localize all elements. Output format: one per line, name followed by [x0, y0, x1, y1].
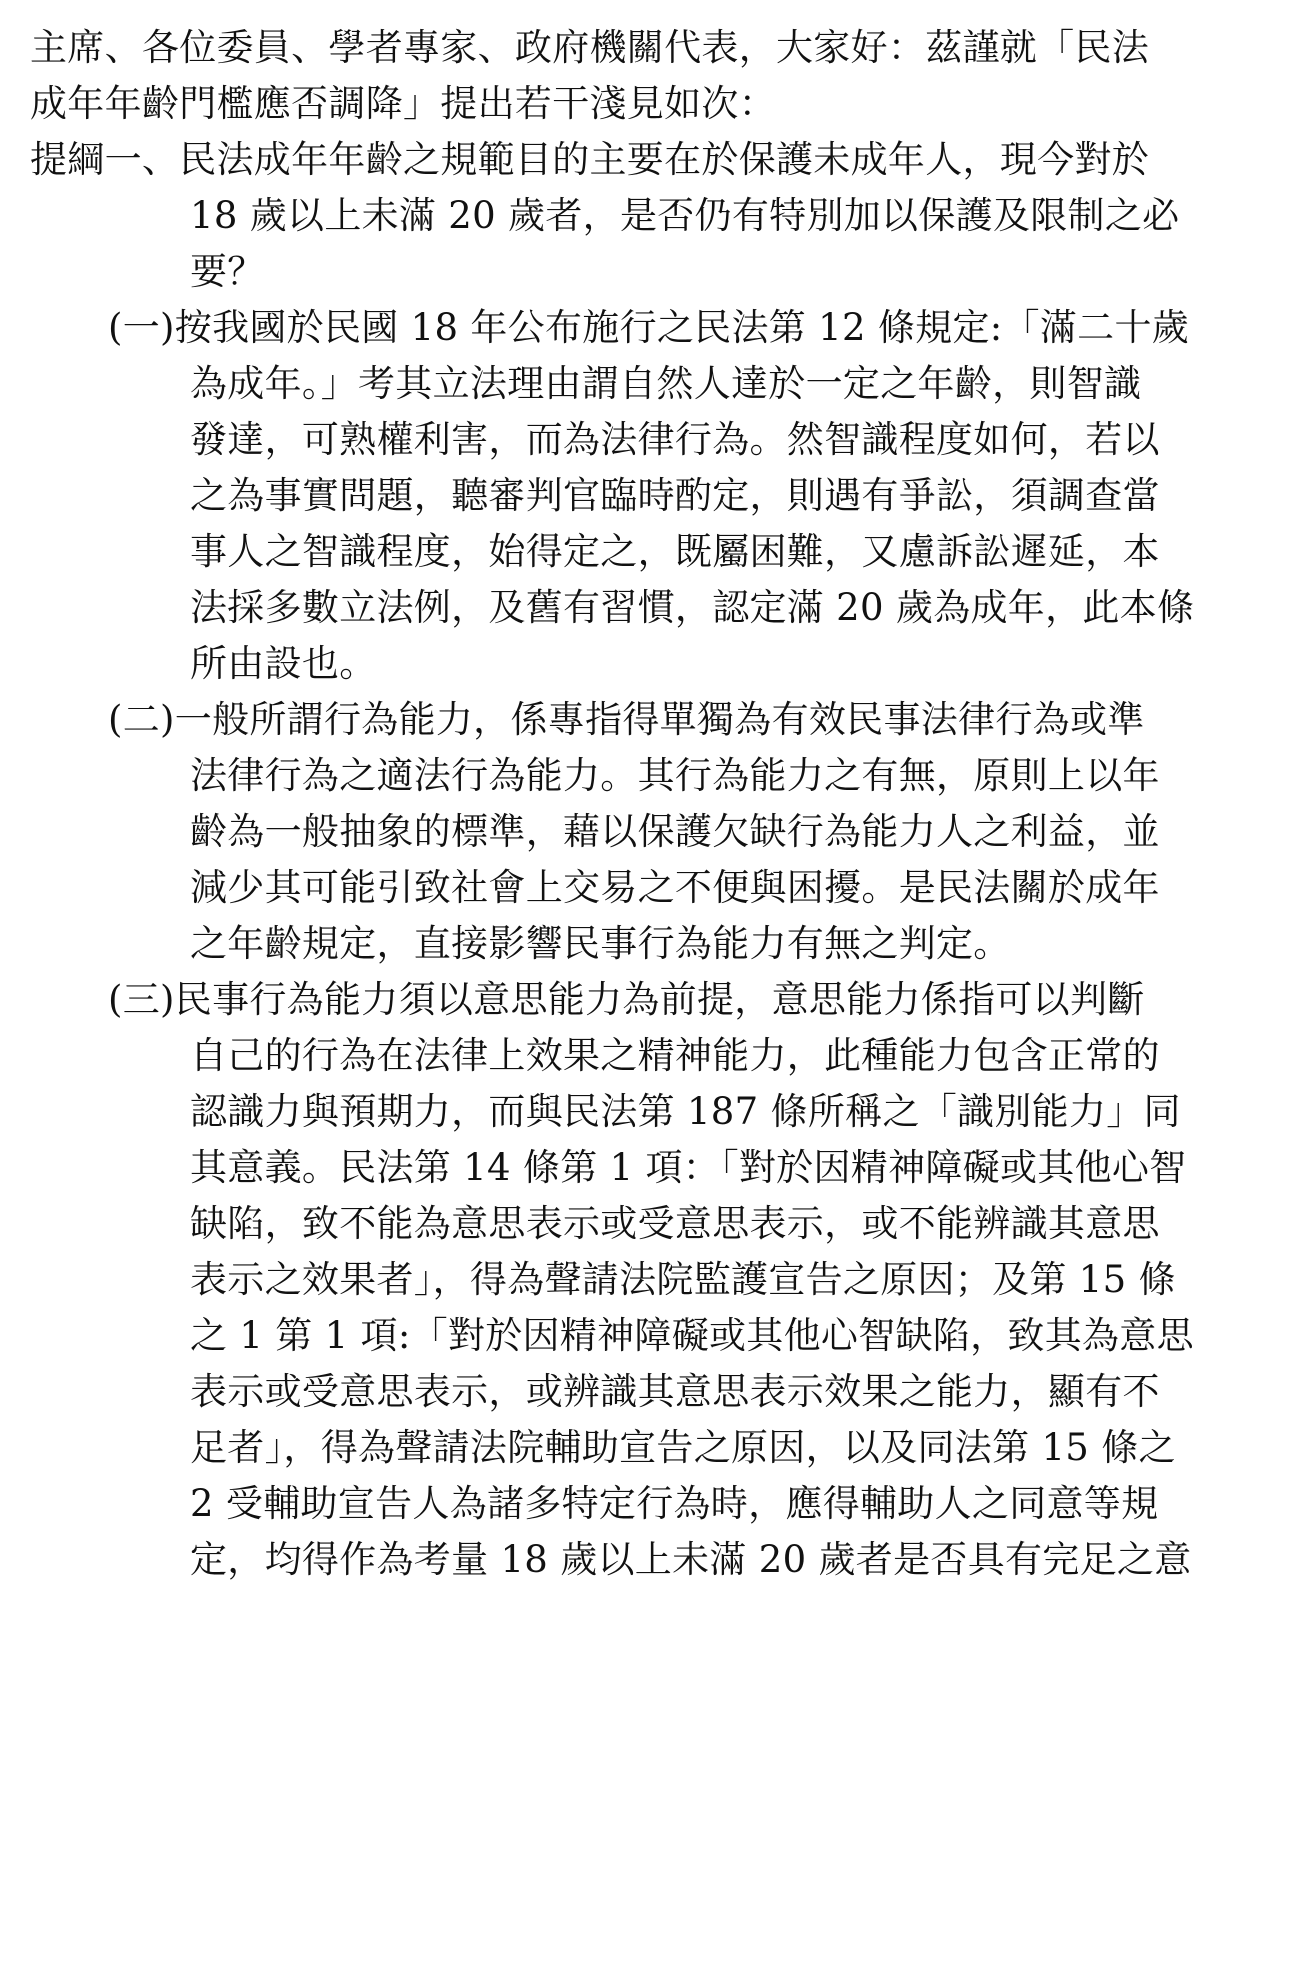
- section-1-line-7: 所由設也。: [190, 642, 377, 685]
- section-1-line-3: 發達，可熟權利害，而為法律行為。然智識程度如何，若以: [190, 418, 1160, 461]
- intro-line-1: 主席、各位委員、學者專家、政府機關代表，大家好：茲謹就「民法: [30, 26, 1149, 69]
- section-1-line-4: 之為事實問題，聽審判官臨時酌定，則遇有爭訟，須調查當: [190, 474, 1160, 517]
- section-3-line-11: 定，均得作為考量 18 歲以上未滿 20 歲者是否具有完足之意: [190, 1538, 1192, 1581]
- section-2-line-1: (二)一般所謂行為能力，係專指得單獨為有效民事法律行為或準: [108, 698, 1145, 741]
- section-1-line-1: (一)按我國於民國 18 年公布施行之民法第 12 條規定:「滿二十歲: [108, 306, 1190, 349]
- section-3-line-5: 缺陷，致不能為意思表示或受意思表示，或不能辨識其意思: [190, 1202, 1160, 1245]
- section-3-line-4: 其意義。民法第 14 條第 1 項：「對於因精神障礙或其他心智: [190, 1146, 1187, 1189]
- section-1-line-5: 事人之智識程度，始得定之，既屬困難，又慮訴訟遲延，本: [190, 530, 1160, 573]
- section-3-line-3: 認識力與預期力，而與民法第 187 條所稱之「識別能力」同: [190, 1090, 1181, 1133]
- outline-1-line-2: 18 歲以上未滿 20 歲者，是否仍有特別加以保護及限制之必: [190, 194, 1180, 237]
- section-1-line-2: 為成年。」考其立法理由謂自然人達於一定之年齡，則智識: [190, 362, 1142, 405]
- section-3-line-9: 足者」，得為聲請法院輔助宣告之原因，以及同法第 15 條之: [190, 1426, 1176, 1469]
- section-2-line-5: 之年齡規定，直接影響民事行為能力有無之判定。: [190, 922, 1011, 965]
- outline-1-line-1: 提綱一、民法成年年齡之規範目的主要在於保護未成年人，現今對於: [30, 138, 1149, 181]
- section-3-line-1: (三)民事行為能力須以意思能力為前提，意思能力係指可以判斷: [108, 978, 1145, 1021]
- section-3-line-6: 表示之效果者」，得為聲請法院監護宣告之原因；及第 15 條: [190, 1258, 1176, 1301]
- section-3-line-7: 之 1 第 1 項:「對於因精神障礙或其他心智缺陷，致其為意思: [190, 1314, 1194, 1357]
- section-2-line-3: 齡為一般抽象的標準，藉以保護欠缺行為能力人之利益，並: [190, 810, 1160, 853]
- section-3-line-2: 自己的行為在法律上效果之精神能力，此種能力包含正常的: [190, 1034, 1160, 1077]
- section-2-line-2: 法律行為之適法行為能力。其行為能力之有無，原則上以年: [190, 754, 1160, 797]
- section-3-line-10: 2 受輔助宣告人為諸多特定行為時，應得輔助人之同意等規: [190, 1482, 1159, 1525]
- outline-1-line-3: 要？: [190, 250, 265, 293]
- section-3-line-8: 表示或受意思表示，或辨識其意思表示效果之能力，顯有不: [190, 1370, 1160, 1413]
- intro-line-2: 成年年齡門檻應否調降」提出若干淺見如次：: [30, 82, 776, 125]
- section-1-line-6: 法採多數立法例，及舊有習慣，認定滿 20 歲為成年，此本條: [190, 586, 1195, 629]
- section-2-line-4: 減少其可能引致社會上交易之不便與困擾。是民法關於成年: [190, 866, 1160, 909]
